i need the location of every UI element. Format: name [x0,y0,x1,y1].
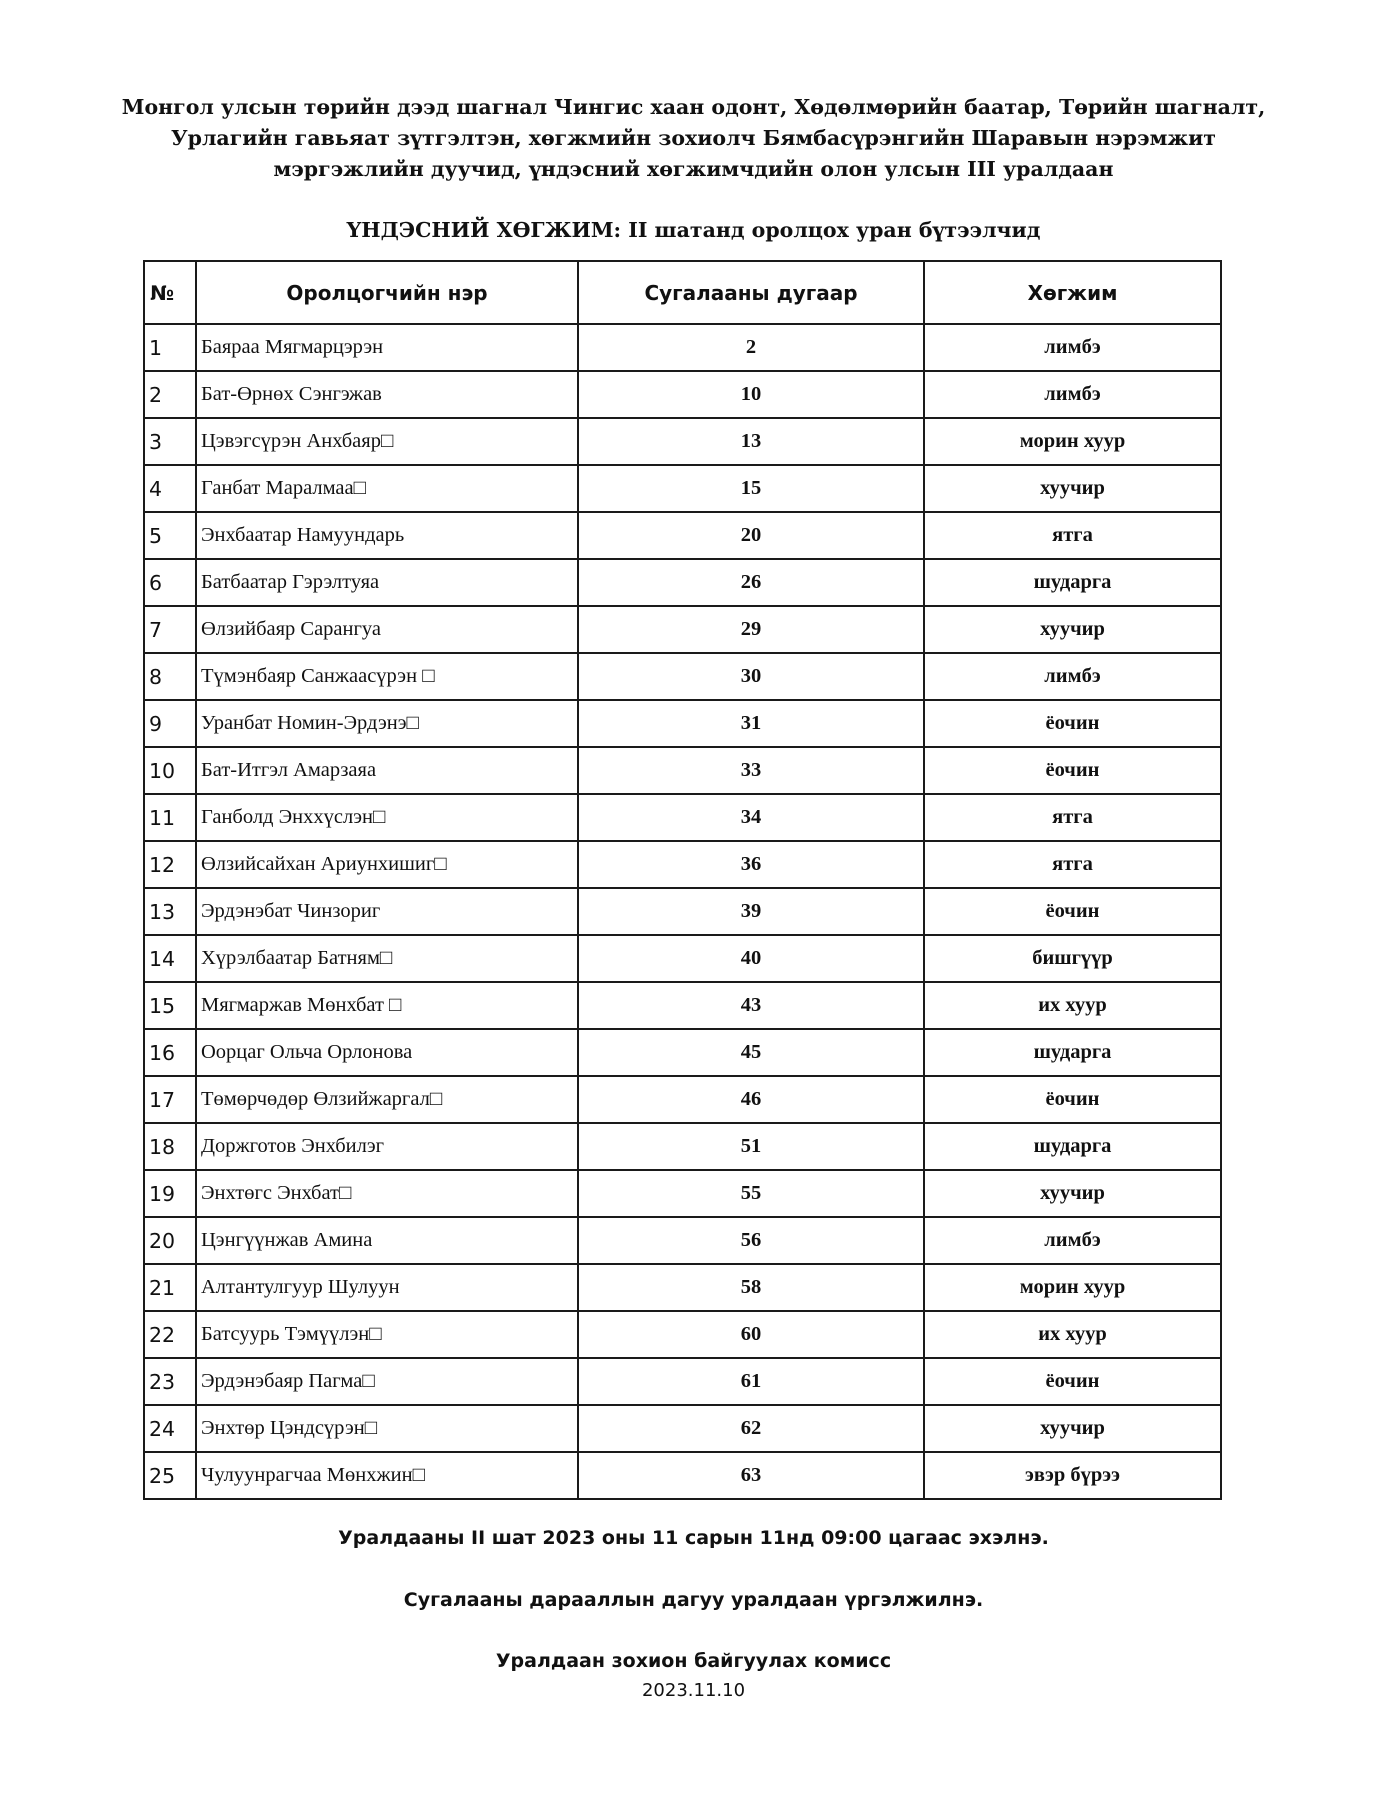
order-notice: Сугалааны дарааллын дагуу уралдаан үргэлжилнэ. [403,1589,984,1611]
row-number: 13 [144,888,196,935]
instrument: эвэр бүрээ [924,1452,1221,1499]
participant-name: Мягмаржав Мөнхбат □ [196,982,578,1029]
title-line-1: Монгол улсын төрийн дээд шагнал Чингис хаан одонт, Хөдөлмөрийн баатар, Төрийн шагналт, [121,95,1266,119]
instrument: ятга [924,512,1221,559]
table-row [144,418,1221,465]
draw-number: 56 [578,1217,924,1264]
instrument: хуучир [924,606,1221,653]
header-name: Оролцогчийн нэр [196,261,578,324]
table-row [144,700,1221,747]
row-number: 23 [144,1358,196,1405]
instrument: лимбэ [924,371,1221,418]
table-row [144,512,1221,559]
start-notice: Уралдааны II шат 2023 оны 11 сарын 11нд 09:00 цагаас эхэлнэ. [338,1527,1049,1549]
draw-number: 10 [578,371,924,418]
instrument: хуучир [924,1170,1221,1217]
row-number: 18 [144,1123,196,1170]
table-row [144,794,1221,841]
instrument: ёочин [924,700,1221,747]
instrument: морин хуур [924,418,1221,465]
draw-number: 36 [578,841,924,888]
row-number: 2 [144,371,196,418]
title-line-2: Урлагийн гавьяат зүтгэлтэн, хөгжмийн зохиолч Бямбасүрэнгийн Шаравын нэрэмжит [170,126,1217,150]
participant-name: Хүрэлбаатар Батням□ [196,935,578,982]
draw-number: 2 [578,324,924,371]
participant-name: Эрдэнэбат Чинзориг [196,888,578,935]
instrument: ёочин [924,747,1221,794]
draw-number: 30 [578,653,924,700]
row-number: 19 [144,1170,196,1217]
instrument: лимбэ [924,1217,1221,1264]
instrument: лимбэ [924,653,1221,700]
row-number: 17 [144,1076,196,1123]
draw-number: 46 [578,1076,924,1123]
row-number: 10 [144,747,196,794]
instrument: морин хуур [924,1264,1221,1311]
table-row [144,1358,1221,1405]
participant-name: Энхбаатар Намуундарь [196,512,578,559]
draw-number: 15 [578,465,924,512]
participant-name: Уранбат Номин-Эрдэнэ□ [196,700,578,747]
row-number: 20 [144,1217,196,1264]
participant-name: Алтантулгуур Шулуун [196,1264,578,1311]
draw-number: 39 [578,888,924,935]
instrument: их хуур [924,982,1221,1029]
table-header-row [144,261,1221,324]
draw-number: 45 [578,1029,924,1076]
row-number: 21 [144,1264,196,1311]
participant-name: Баяраа Мягмарцэрэн [196,324,578,371]
draw-number: 20 [578,512,924,559]
participant-name: Цэнгүүнжав Амина [196,1217,578,1264]
instrument: лимбэ [924,324,1221,371]
row-number: 7 [144,606,196,653]
instrument: шударга [924,559,1221,606]
instrument: их хуур [924,1311,1221,1358]
draw-number: 55 [578,1170,924,1217]
draw-number: 43 [578,982,924,1029]
row-number: 22 [144,1311,196,1358]
instrument: бишгүүр [924,935,1221,982]
table-row [144,982,1221,1029]
row-number: 24 [144,1405,196,1452]
table-row [144,841,1221,888]
participants-table [143,260,1222,1500]
participant-name: Бат-Өрнөх Сэнгэжав [196,371,578,418]
document-title [100,92,1287,185]
row-number: 8 [144,653,196,700]
row-number: 3 [144,418,196,465]
participant-name: Оорцаг Ольча Орлонова [196,1029,578,1076]
title-line-3: мэргэжлийн дуучид, үндэсний хөгжимчдийн олон улсын III уралдаан [273,157,1114,181]
draw-number: 61 [578,1358,924,1405]
row-number: 12 [144,841,196,888]
participant-name: Түмэнбаяр Санжаасүрэн □ [196,653,578,700]
draw-number: 29 [578,606,924,653]
participant-name: Энхтөр Цэндсүрэн□ [196,1405,578,1452]
draw-number: 33 [578,747,924,794]
table-row [144,1311,1221,1358]
table-row [144,324,1221,371]
table-row [144,1123,1221,1170]
table-row [144,1170,1221,1217]
instrument: ёочин [924,1358,1221,1405]
participant-name: Ганбат Маралмаа□ [196,465,578,512]
table-row [144,371,1221,418]
draw-number: 26 [578,559,924,606]
table-row [144,935,1221,982]
table-row [144,465,1221,512]
instrument: шударга [924,1123,1221,1170]
draw-number: 40 [578,935,924,982]
header-instrument: Хөгжим [924,261,1221,324]
instrument: хуучир [924,1405,1221,1452]
draw-number: 31 [578,700,924,747]
document-date: 2023.11.10 [641,1680,746,1701]
document-subtitle: ҮНДЭСНИЙ ХӨГЖИМ: II шатанд оролцох уран бүтээлчид [346,218,1041,242]
draw-number: 58 [578,1264,924,1311]
row-number: 6 [144,559,196,606]
participant-name: Бат-Итгэл Амарзаяа [196,747,578,794]
draw-number: 13 [578,418,924,465]
table-row [144,606,1221,653]
row-number: 15 [144,982,196,1029]
header-draw: Сугалааны дугаар [578,261,924,324]
draw-number: 51 [578,1123,924,1170]
draw-number: 62 [578,1405,924,1452]
participant-name: Ганболд Энххүслэн□ [196,794,578,841]
participant-name: Доржготов Энхбилэг [196,1123,578,1170]
table-row [144,1076,1221,1123]
draw-number: 63 [578,1452,924,1499]
table-row [144,888,1221,935]
table-row [144,747,1221,794]
participant-name: Батбаатар Гэрэлтуяа [196,559,578,606]
table-row [144,559,1221,606]
organizer-signature: Уралдаан зохион байгуулах комисс [495,1650,892,1672]
row-number: 1 [144,324,196,371]
row-number: 25 [144,1452,196,1499]
instrument: ёочин [924,1076,1221,1123]
instrument: ёочин [924,888,1221,935]
row-number: 9 [144,700,196,747]
draw-number: 60 [578,1311,924,1358]
instrument: хуучир [924,465,1221,512]
header-number: № [144,261,196,324]
table-row [144,1029,1221,1076]
instrument: ятга [924,841,1221,888]
instrument: ятга [924,794,1221,841]
table-row [144,1452,1221,1499]
row-number: 11 [144,794,196,841]
row-number: 5 [144,512,196,559]
participant-name: Чулуунрагчаа Мөнхжин□ [196,1452,578,1499]
row-number: 16 [144,1029,196,1076]
participant-name: Өлзийсайхан Ариунхишиг□ [196,841,578,888]
draw-number: 34 [578,794,924,841]
participant-name: Батсуурь Тэмүүлэн□ [196,1311,578,1358]
participant-name: Төмөрчөдөр Өлзийжаргал□ [196,1076,578,1123]
row-number: 14 [144,935,196,982]
participant-name: Цэвэгсүрэн Анхбаяр□ [196,418,578,465]
table-row [144,1264,1221,1311]
participant-name: Энхтөгс Энхбат□ [196,1170,578,1217]
participant-name: Эрдэнэбаяр Пагма□ [196,1358,578,1405]
table-row [144,1405,1221,1452]
table-row [144,1217,1221,1264]
instrument: шударга [924,1029,1221,1076]
row-number: 4 [144,465,196,512]
table-row [144,653,1221,700]
participant-name: Өлзийбаяр Сарангуа [196,606,578,653]
